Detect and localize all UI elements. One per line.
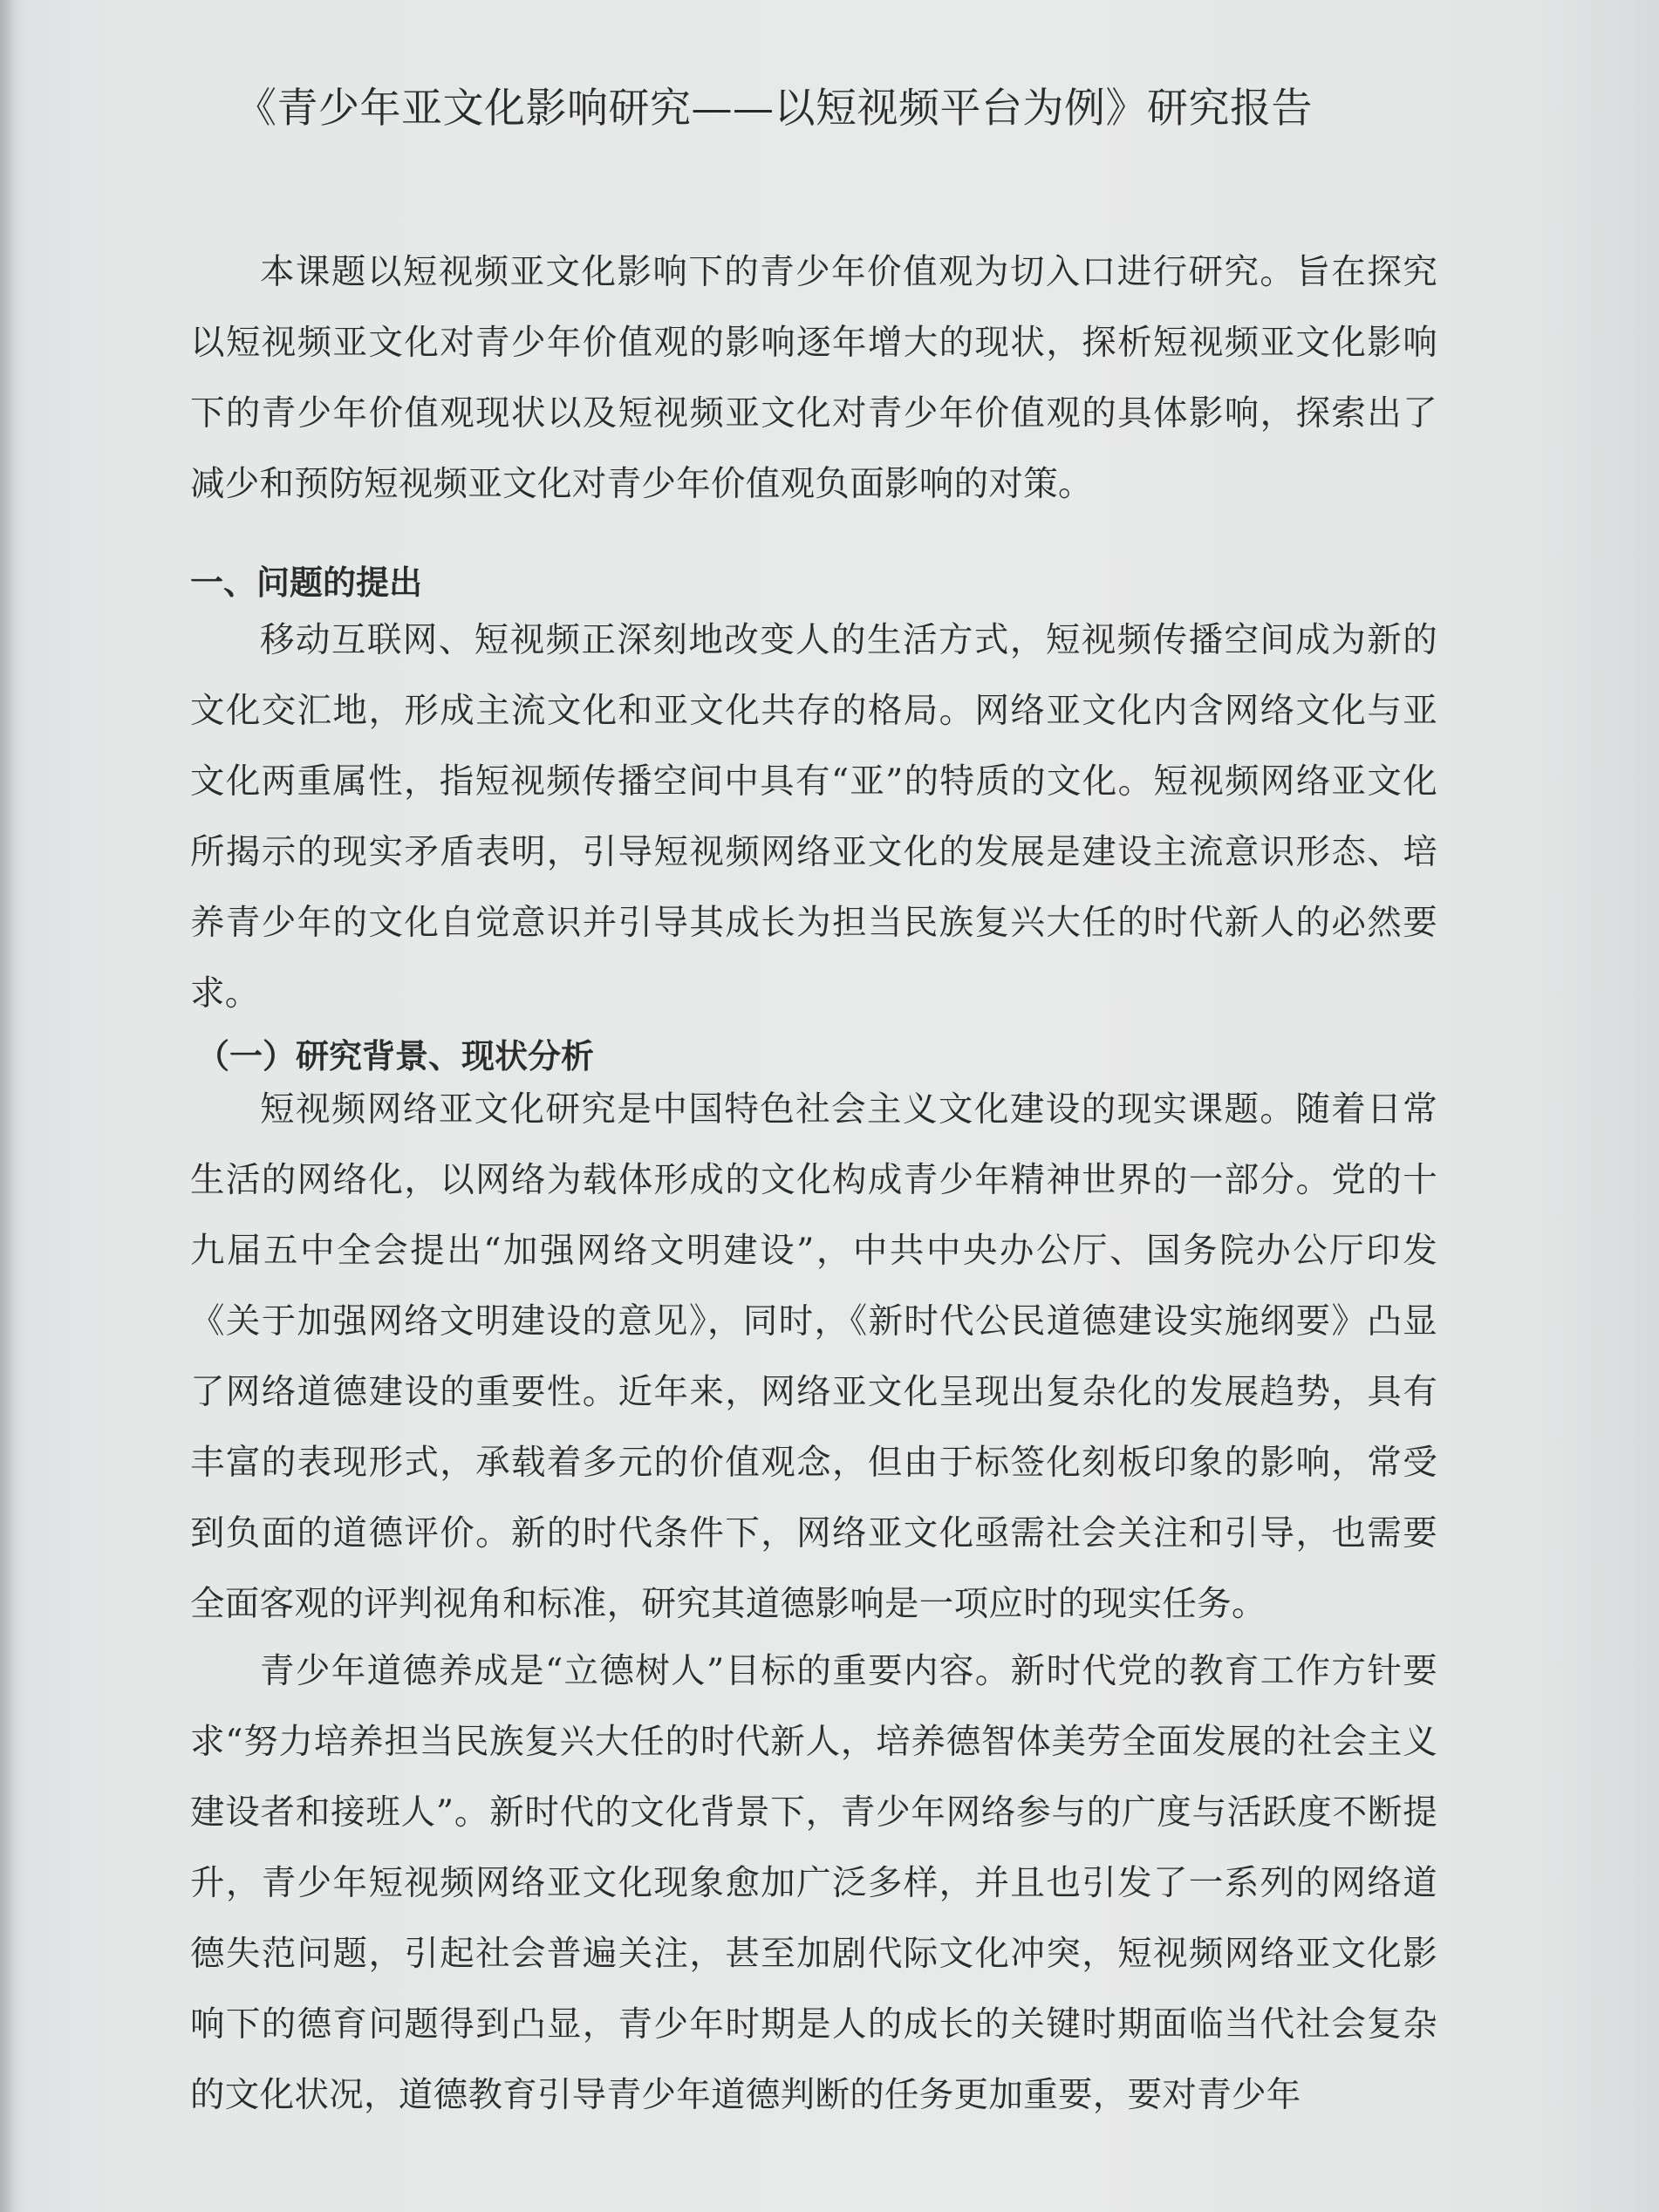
report-title: 《青少年亚文化影响研究——以短视频平台为例》研究报告 [236,85,1313,133]
section-heading-problem: 一、问题的提出 [190,563,423,602]
subsection-heading-background: （一）研究背景、现状分析 [196,1037,595,1075]
abstract-paragraph: 本课题以短视频亚文化影响下的青少年价值观为切入口进行研究。旨在探究以短视频亚文化对青少年价值观的影响逐年增大的现状，探析短视频亚文化影响下的青少年价值观现状以及短视频亚文化对青少年价值观的具体影响，探索出了减少和预防短视频亚文化对青少年价值观负面影响的对策。 [190,252,1437,504]
section-intro-paragraph: 移动互联网、短视频正深刻地改变人的生活方式，短视频传播空间成为新的文化交汇地，形成主流文化和亚文化共存的格局。网络亚文化内含网络文化与亚文化两重属性，指短视频传播空间中具有“亚”的特质的文化。短视频网络亚文化所揭示的现实矛盾表明，引导短视频网络亚文化的发展是建设主流意识形态、培养青少年的文化自觉意识并引导其成长为担当民族复兴大任的时代新人的必然要求。 [190,620,1437,1014]
background-paragraph: 短视频网络亚文化研究是中国特色社会主义文化建设的现实课题。随着日常生活的网络化，以网络为载体形成的文化构成青少年精神世界的一部分。党的十九届五中全会提出“加强网络文明建设”，中共中央办公厅、国务院办公厅印发《关于加强网络文明建设的意见》，同时，《新时代公民道德建设实施纲要》凸显了网络道德建设的重要性。近年来，网络亚文化呈现出复杂化的发展趋势，具有丰富的表现形式，承载着多元的价值观念，但由于标签化刻板印象的影响，常受到负面的道德评价。新的时代条件下，网络亚文化亟需社会关注和引导，也需要全面客观的评判视角和标准，研究其道德影响是一项应时的现实任务。 [190,1089,1437,1624]
moral-education-paragraph: 青少年道德养成是“立德树人”目标的重要内容。新时代党的教育工作方针要求“努力培养担当民族复兴大任的时代新人，培养德智体美劳全面发展的社会主义建设者和接班人”。新时代的文化背景下，青少年网络参与的广度与活跃度不断提升，青少年短视频网络亚文化现象愈加广泛多样，并且也引发了一系列的网络道德失范问题，引起社会普遍关注，甚至加剧代际文化冲突，短视频网络亚文化影响下的德育问题得到凸显，青少年时期是人的成长的关键时期面临当代社会复杂的文化状况，道德教育引导青少年道德判断的任务更加重要，要对青少年 [190,1651,1437,2115]
page-edge-shadow [0,0,16,2212]
